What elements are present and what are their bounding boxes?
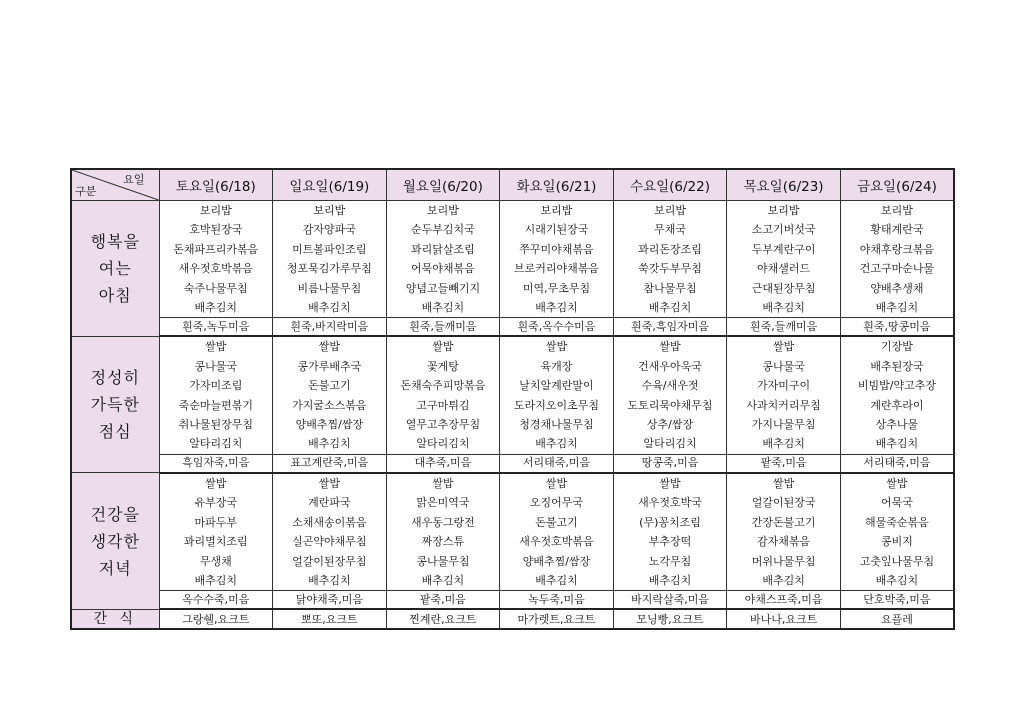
menu-item: 열무고추장무침 xyxy=(405,418,481,432)
menu-item: 꽈리돈장조림 xyxy=(638,242,702,256)
porridge-item: 단호박죽,미음 xyxy=(840,591,954,610)
menu-item: 고구마튀김 xyxy=(416,398,470,412)
day-header: 수요일(6/22) xyxy=(613,169,727,201)
menu-item: 양배추찜/쌈장 xyxy=(522,554,591,568)
porridge-item: 서리태죽,미음 xyxy=(500,454,614,473)
menu-item: 새우동그랑전 xyxy=(411,515,475,529)
snack-item: 바나나,요크트 xyxy=(727,609,841,629)
menu-item: 소채새송이볶음 xyxy=(292,515,367,529)
menu-item: 어묵야채볶음 xyxy=(411,262,475,276)
porridge-item: 흰죽,들깨미음 xyxy=(386,318,500,337)
menu-item: 상추/쌈장 xyxy=(646,418,694,432)
menu-item: 콩나물국 xyxy=(762,359,805,373)
menu-item: 배추김치 xyxy=(194,301,238,315)
menu-item: 유부장국 xyxy=(194,496,238,510)
section-label-line: 아침 xyxy=(98,285,132,305)
porridge-item: 서리태죽,미음 xyxy=(840,454,954,473)
lunch-day-cell xyxy=(159,336,273,454)
menu-item: 가지굴소스볶음 xyxy=(292,398,367,412)
menu-item: 배추김치 xyxy=(875,301,919,315)
menu-item: 쌀밥 xyxy=(205,340,227,354)
porridge-item: 흰죽,들깨미음 xyxy=(727,318,841,337)
menu-item: 기장밥 xyxy=(880,340,913,354)
breakfast-day-cell xyxy=(613,201,727,318)
menu-item: 청경채나물무침 xyxy=(519,418,594,432)
breakfast-porridge-row xyxy=(71,318,954,337)
dinner-day-cell xyxy=(613,473,727,591)
menu-item: 배추김치 xyxy=(308,437,351,451)
porridge-item: 팥죽,미음 xyxy=(727,454,841,473)
breakfast-section-label xyxy=(71,201,159,337)
day-header: 목요일(6/23) xyxy=(727,169,841,201)
snack-item: 모닝빵,요크트 xyxy=(613,609,727,629)
menu-item: 시래기된장국 xyxy=(524,223,589,237)
menu-item: 쌀밥 xyxy=(659,476,681,490)
porridge-item: 흰죽,바지락미음 xyxy=(273,318,387,337)
menu-item: 짜장스튜 xyxy=(421,535,465,549)
menu-item: (무)꽁치조림 xyxy=(639,515,701,529)
menu-item: 배추김치 xyxy=(875,573,919,587)
menu-item: 해물죽순볶음 xyxy=(865,515,929,529)
menu-item: 두부계란구이 xyxy=(751,242,816,256)
menu-item: 쌀밥 xyxy=(772,340,795,354)
menu-item: 배추김치 xyxy=(421,301,465,315)
dinner-day-cell xyxy=(159,473,273,591)
section-label-line: 여는 xyxy=(98,258,132,278)
lunch-day-cell xyxy=(386,336,500,454)
menu-item: 비빔밥/약고추장 xyxy=(857,379,936,393)
day-header: 금요일(6/24) xyxy=(840,169,954,201)
menu-item: 얼갈이된장국 xyxy=(751,496,816,510)
menu-item: 맑은미역국 xyxy=(416,496,470,510)
menu-item: 꽈리닭살조림 xyxy=(411,242,475,256)
menu-item: 계란파국 xyxy=(308,496,351,510)
menu-item: 알타리김치 xyxy=(416,437,470,451)
menu-item: 양배추찜/쌈장 xyxy=(295,418,364,432)
menu-item: 배추김치 xyxy=(535,437,578,451)
menu-item: 배추김치 xyxy=(194,573,238,587)
lunch-main-row xyxy=(71,336,954,454)
menu-item: 꽃게탕 xyxy=(426,359,459,373)
breakfast-day-cell xyxy=(386,201,500,318)
menu-item: 브로커리야채볶음 xyxy=(513,262,599,276)
menu-item: 쌀밥 xyxy=(659,340,681,354)
lunch-day-cell xyxy=(840,336,954,454)
menu-item: 배추김치 xyxy=(535,301,578,315)
porridge-item: 흰죽,옥수수미음 xyxy=(500,318,614,337)
menu-item: 실곤약야채무침 xyxy=(292,535,367,549)
menu-item: 무채국 xyxy=(654,223,686,237)
menu-item: 미역,무초무침 xyxy=(522,281,591,295)
corner-day-label: 요일 xyxy=(123,173,145,186)
menu-item: 보리밥 xyxy=(426,204,459,217)
menu-item: 배추김치 xyxy=(308,301,351,315)
menu-item: 보리밥 xyxy=(880,204,913,217)
menu-item: 콩나물무침 xyxy=(416,554,470,568)
menu-item: 배추김치 xyxy=(648,301,692,315)
porridge-item: 흰죽,흑임자미음 xyxy=(613,318,727,337)
snack-item: 마가렛트,요크트 xyxy=(500,609,614,629)
menu-item: 콩나물국 xyxy=(194,359,238,373)
dinner-day-cell xyxy=(500,473,614,591)
menu-item: 취나물된장무침 xyxy=(178,418,253,432)
menu-item: 쌀밥 xyxy=(205,476,227,490)
dinner-day-cell xyxy=(727,473,841,591)
dinner-main-row xyxy=(71,473,954,591)
section-label-line: 생각한 xyxy=(90,531,140,551)
menu-item: 배추김치 xyxy=(648,573,692,587)
section-label-line: 정성히 xyxy=(90,368,140,388)
porridge-item: 야채스프죽,미음 xyxy=(727,591,841,610)
menu-item: 배추김치 xyxy=(762,573,805,587)
corner-header-cell xyxy=(71,169,159,201)
corner-category-label: 구분 xyxy=(75,185,97,198)
menu-item: 미트볼파인조림 xyxy=(292,242,367,256)
menu-item: 순두부김치국 xyxy=(411,223,475,237)
snack-item: 뽀또,요크트 xyxy=(273,609,387,629)
menu-item: 죽순마늘편볶기 xyxy=(178,398,253,412)
day-header: 토요일(6/18) xyxy=(159,169,273,201)
menu-item: 알타리김치 xyxy=(189,437,243,451)
menu-item: 감자양파국 xyxy=(302,223,356,237)
menu-item: 감자채볶음 xyxy=(757,535,811,549)
menu-item: 쌀밥 xyxy=(545,340,568,354)
menu-item: 쑥갓두부무침 xyxy=(638,262,702,276)
menu-item: 도라지오이초무침 xyxy=(513,398,599,412)
menu-item: 콩가루배추국 xyxy=(297,359,362,373)
header-row xyxy=(71,169,954,201)
breakfast-day-cell xyxy=(840,201,954,318)
menu-item: 알타리김치 xyxy=(643,437,697,451)
weekly-meal-table xyxy=(70,168,955,630)
menu-item: 쭈꾸미야채볶음 xyxy=(519,242,594,256)
menu-item: 부추장떡 xyxy=(648,535,692,549)
menu-item: 사과치커리무침 xyxy=(746,398,821,412)
menu-item: 숙주나물무침 xyxy=(183,281,248,295)
menu-item: 배추된장국 xyxy=(870,359,924,373)
menu-item: 근대된장무침 xyxy=(751,281,816,295)
menu-item: 양배추생채 xyxy=(870,281,924,295)
menu-item: 호박된장국 xyxy=(189,223,243,237)
menu-item: 보리밥 xyxy=(767,204,800,217)
porridge-item: 닭야채죽,미음 xyxy=(273,591,387,610)
menu-item: 쌀밥 xyxy=(545,476,568,490)
menu-item: 쌀밥 xyxy=(318,340,340,354)
porridge-item: 대추죽,미음 xyxy=(386,454,500,473)
menu-item: 쌀밥 xyxy=(886,476,908,490)
menu-item: 쌀밥 xyxy=(432,340,454,354)
snack-item: 찐계란,요크트 xyxy=(386,609,500,629)
menu-item: 보리밥 xyxy=(540,204,573,217)
menu-item: 콩비지 xyxy=(880,535,913,549)
porridge-item: 흰죽,녹두미음 xyxy=(159,318,273,337)
menu-item: 육개장 xyxy=(540,359,573,373)
menu-item: 계란후라이 xyxy=(870,398,924,412)
menu-item: 고춧잎나물무침 xyxy=(859,554,935,568)
menu-item: 건새우아욱국 xyxy=(638,359,702,373)
porridge-item: 팥죽,미음 xyxy=(386,591,500,610)
menu-item: 얼갈이된장무침 xyxy=(292,554,367,568)
menu-item: 가자미구이 xyxy=(757,379,811,393)
menu-item: 야채샐러드 xyxy=(757,262,811,276)
menu-item: 간장돈불고기 xyxy=(751,515,816,529)
dinner-day-cell xyxy=(840,473,954,591)
menu-item: 배추김치 xyxy=(421,573,465,587)
section-label-line: 행복을 xyxy=(90,231,140,251)
menu-item: 새우젓호박국 xyxy=(638,496,702,510)
menu-item: 배추김치 xyxy=(762,437,805,451)
porridge-item: 옥수수죽,미음 xyxy=(159,591,273,610)
menu-item: 쌀밥 xyxy=(432,476,454,490)
porridge-item: 땅콩죽,미음 xyxy=(613,454,727,473)
section-label-line: 건강을 xyxy=(90,504,140,524)
menu-item: 수육/새우젓 xyxy=(641,379,699,393)
lunch-section-label xyxy=(71,336,159,472)
menu-item: 어묵국 xyxy=(880,496,913,510)
breakfast-main-row xyxy=(71,201,954,318)
snack-row xyxy=(71,609,954,629)
breakfast-day-cell xyxy=(727,201,841,318)
menu-item: 황태계란국 xyxy=(870,223,924,237)
porridge-item: 흰죽,땅콩미음 xyxy=(840,318,954,337)
menu-item: 쌀밥 xyxy=(318,476,340,490)
dinner-day-cell xyxy=(273,473,387,591)
menu-item: 양념고들빼기지 xyxy=(405,281,481,295)
menu-item: 머위나물무침 xyxy=(751,554,816,568)
menu-item: 상추나물 xyxy=(875,418,919,432)
menu-item: 비름나물무침 xyxy=(297,281,362,295)
menu-item: 쌀밥 xyxy=(772,476,795,490)
menu-item: 돈채파프리카볶음 xyxy=(173,242,259,256)
dinner-section-label xyxy=(71,473,159,609)
porridge-item: 흑임자죽,미음 xyxy=(159,454,273,473)
lunch-day-cell xyxy=(613,336,727,454)
menu-item: 새우젓호박볶음 xyxy=(178,262,253,276)
menu-item: 배추김치 xyxy=(308,573,351,587)
day-header: 월요일(6/20) xyxy=(386,169,500,201)
breakfast-day-cell xyxy=(159,201,273,318)
menu-item: 배추김치 xyxy=(875,437,919,451)
menu-item: 배추김치 xyxy=(762,301,805,315)
menu-item: 새우젓호박볶음 xyxy=(519,535,594,549)
menu-item: 야채후랑크볶음 xyxy=(859,242,935,256)
menu-item: 건고구마순나물 xyxy=(859,262,935,276)
day-header: 화요일(6/21) xyxy=(500,169,614,201)
lunch-day-cell xyxy=(273,336,387,454)
menu-item: 배추김치 xyxy=(535,573,578,587)
porridge-item: 표고계란죽,미음 xyxy=(273,454,387,473)
section-label-line: 가득한 xyxy=(90,395,140,415)
menu-item: 노각무침 xyxy=(648,554,692,568)
menu-item: 돈채숙주피망볶음 xyxy=(400,379,486,393)
menu-item: 보리밥 xyxy=(199,204,232,217)
menu-item: 가자미조림 xyxy=(189,379,243,393)
lunch-porridge-row xyxy=(71,454,954,473)
snack-item: 그랑쉘,요크트 xyxy=(159,609,273,629)
menu-item: 날치알계란말이 xyxy=(519,379,594,393)
breakfast-day-cell xyxy=(500,201,614,318)
breakfast-day-cell xyxy=(273,201,387,318)
menu-item: 오징어무국 xyxy=(529,496,584,510)
menu-item: 돈불고기 xyxy=(308,379,351,393)
menu-item: 가지나물무침 xyxy=(751,418,816,432)
snack-section-label: 간 식 xyxy=(71,609,159,629)
menu-item: 보리밥 xyxy=(654,204,686,217)
menu-item: 도토리묵야채무침 xyxy=(627,398,713,412)
menu-item: 꽈리멸치조림 xyxy=(183,535,248,549)
menu-item: 보리밥 xyxy=(313,204,346,217)
menu-item: 청포묵김가루무침 xyxy=(286,262,372,276)
porridge-item: 녹두죽,미음 xyxy=(500,591,614,610)
porridge-item: 바지락살죽,미음 xyxy=(613,591,727,610)
day-header: 일요일(6/19) xyxy=(273,169,387,201)
menu-item: 소고기버섯국 xyxy=(751,223,816,237)
menu-item: 무생채 xyxy=(199,554,232,568)
menu-item: 돈불고기 xyxy=(535,515,578,529)
dinner-porridge-row xyxy=(71,591,954,610)
section-label-line: 저녁 xyxy=(98,558,132,578)
section-label-line: 점심 xyxy=(98,422,132,442)
snack-item: 요플레 xyxy=(840,609,954,629)
lunch-day-cell xyxy=(727,336,841,454)
lunch-day-cell xyxy=(500,336,614,454)
menu-item: 참나물무침 xyxy=(643,281,697,295)
dinner-day-cell xyxy=(386,473,500,591)
menu-item: 마파두부 xyxy=(194,515,238,529)
